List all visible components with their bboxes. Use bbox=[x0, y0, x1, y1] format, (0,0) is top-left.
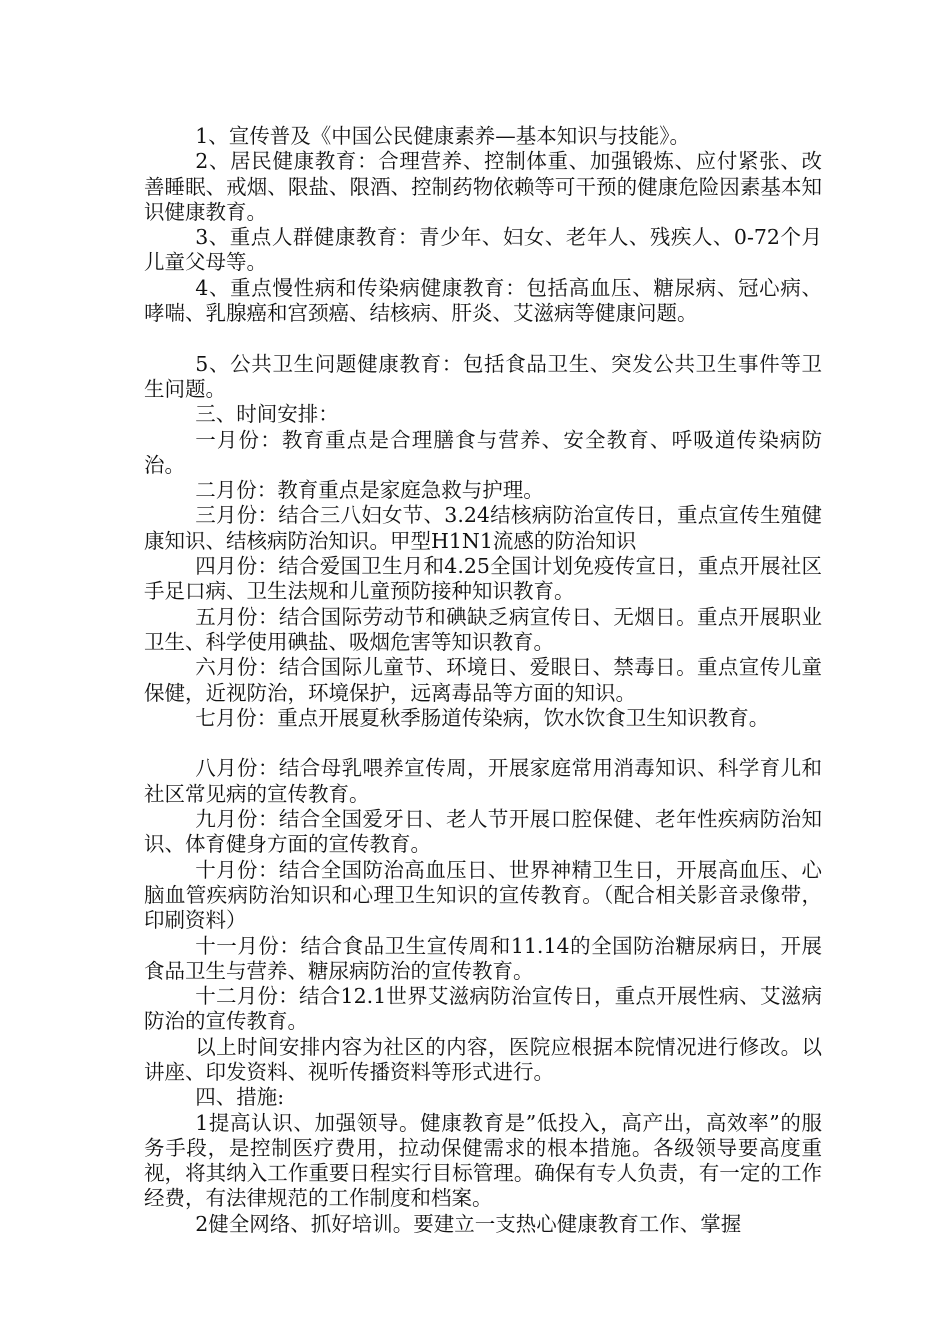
paragraph-publicize-literacy: 1、宣传普及《中国公民健康素养—基本知识与技能》。 bbox=[195, 124, 691, 148]
paragraph-public-health: 5、公共卫生问题健康教育：包括食品卫生、突发公共卫生事件等卫生问题。 bbox=[144, 351, 822, 401]
paragraph-january: 一月份：教育重点是合理膳食与营养、安全教育、呼吸道传染病防治。 bbox=[144, 427, 822, 477]
paragraph-october: 十月份：结合全国防治高血压日、世界神精卫生日，开展高血压、心脑血管疾病防治知识和心理卫生知识的宣传教育。（配合相关影音录像带，印刷资料） bbox=[144, 857, 822, 933]
document-body bbox=[144, 124, 822, 1237]
paragraph-june: 六月份：结合国际儿童节、环境日、爱眼日、禁毒日。重点宣传儿童保健，近视防治，环境保护，远离毒品等方面的知识。 bbox=[144, 655, 822, 705]
paragraph-resident-education: 2、居民健康教育：合理营养、控制体重、加强锻炼、应付紧张、改善睡眠、戒烟、限盐、限酒、控制药物依赖等可干预的健康危险因素基本知识健康教育。 bbox=[144, 149, 822, 224]
paragraph-march: 三月份：结合三八妇女节、3.24结核病防治宣传日，重点宣传生殖健康知识、结核病防治知识。甲型H1N1流感的防治知识 bbox=[144, 503, 822, 553]
paragraph-key-groups: 3、重点人群健康教育：青少年、妇女、老年人、残疾人、0-72个月儿童父母等。 bbox=[144, 225, 822, 275]
paragraph-february: 二月份：教育重点是家庭急救与护理。 bbox=[195, 478, 544, 503]
paragraph-november: 十一月份：结合食品卫生宣传周和11.14的全国防治糖尿病日，开展食品卫生与营养、糖尿病防治的宣传教育。 bbox=[144, 933, 822, 983]
paragraph-july: 七月份：重点开展夏秋季肠道传染病，饮水饮食卫生知识教育。 bbox=[195, 705, 770, 730]
paragraph-measure-leadership: 1提高认识、加强领导。健康教育是”低投入，高产出，高效率”的服务手段，是控制医疗费用，拉动保健需求的根本措施。各级领导要高度重视，将其纳入工作重要日程实行目标管理。确保有专人负责，有一定的工作经费，有法律规范的工作制度和档案。 bbox=[144, 1110, 822, 1211]
section-heading-schedule: 三、时间安排： bbox=[195, 402, 339, 427]
paragraph-may: 五月份：结合国际劳动节和碘缺乏病宣传日、无烟日。重点开展职业卫生、科学使用碘盐、吸烟危害等知识教育。 bbox=[144, 604, 822, 654]
paragraph-measure-network: 2健全网络、抓好培训。要建立一支热心健康教育工作、掌握 bbox=[195, 1211, 742, 1236]
paragraph-schedule-note: 以上时间安排内容为社区的内容，医院应根据本院情况进行修改。以讲座、印发资料、视听传播资料等形式进行。 bbox=[144, 1034, 822, 1084]
section-heading-measures: 四、措施: bbox=[195, 1085, 285, 1110]
paragraph-august: 八月份：结合母乳喂养宣传周，开展家庭常用消毒知识、科学育儿和社区常见病的宣传教育。 bbox=[144, 756, 822, 806]
paragraph-april: 四月份：结合爱国卫生月和4.25全国计划免疫传宣日，重点开展社区手足口病、卫生法规和儿童预防接种知识教育。 bbox=[144, 554, 822, 604]
paragraph-december: 十二月份：结合12.1世界艾滋病防治宣传日，重点开展性病、艾滋病防治的宣传教育。 bbox=[144, 984, 822, 1034]
paragraph-chronic-disease: 4、重点慢性病和传染病健康教育：包括高血压、糖尿病、冠心病、哮喘、乳腺癌和宫颈癌、结核病、肝炎、艾滋病等健康问题。 bbox=[144, 275, 822, 326]
paragraph-september: 九月份：结合全国爱牙日、老人节开展口腔保健、老年性疾病防治知识、体育健身方面的宣传教育。 bbox=[144, 807, 822, 857]
